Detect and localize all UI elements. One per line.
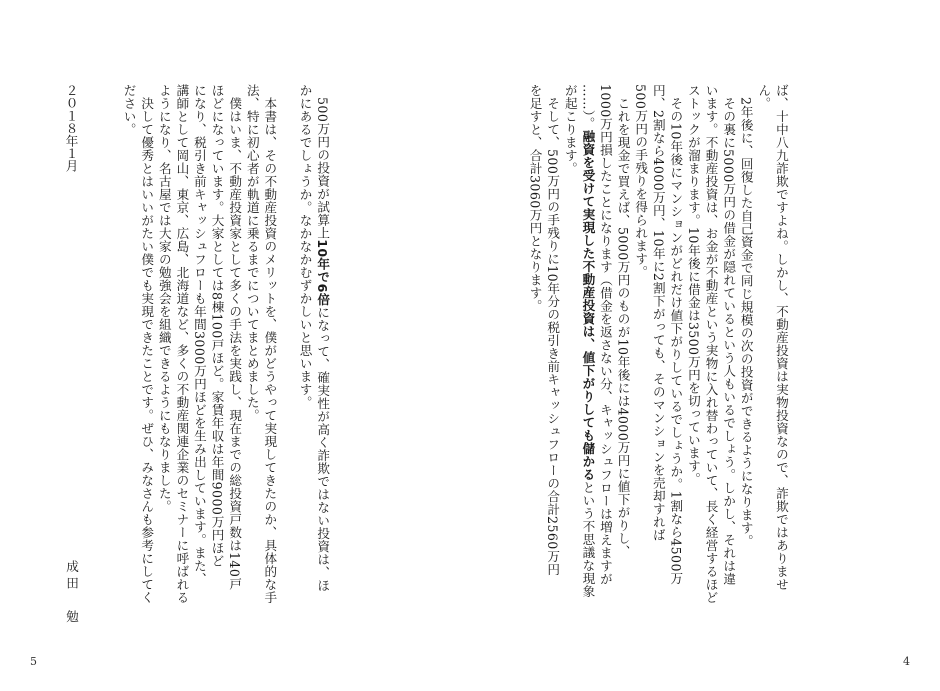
bold-phrase: 10年で6倍 <box>315 239 331 306</box>
text-line: ん。 <box>756 84 772 110</box>
text-line: ようになり、名古屋では大家の勉強会を組織できるようにもなりました。 <box>156 84 172 513</box>
bold-phrase: 融資を受けて実現した不動産投資は、値下がりしても儲かる <box>580 129 596 481</box>
text-line: 円、2割なら4000万円、10年に2割下がっても、そのマンションを売却すれば <box>650 84 666 542</box>
text-line: 500万円の手残りを得られます。 <box>633 84 649 279</box>
text-line: になり、税引き前キャッシュフローも年間3000万円ほどを生み出しています。また、 <box>191 84 207 586</box>
text-line: これを現金で買えば、5000万円のものが10年後には4000万円に値下がりし、 <box>615 84 631 559</box>
text-line: ば、十中八九詐欺ですよね。しかし、不動産投資は実物投資なので、詐欺ではありませ <box>773 84 789 591</box>
text-line: かにあるでしょうか。なかなかむずかしいと思います。 <box>297 84 313 409</box>
left-page-text <box>120 84 331 644</box>
text-line: を足すと、合計3060万円となります。 <box>527 84 543 313</box>
text-fragment: 500万円の投資が試算上 <box>315 84 331 240</box>
right-page-text <box>526 84 790 644</box>
text-line: ださい。 <box>121 84 137 136</box>
text-line: 僕はいま、不動産投資家として多くの手法を実践し、現在までの総投資戸数は140戸 <box>227 84 243 591</box>
text-fragment: という不思議な現象 <box>580 480 596 598</box>
date: ２０１８年１月 <box>63 84 79 173</box>
text-line: その10年後にマンションがどれだけ値下がりしているでしょうか。1割なら4500万 <box>668 84 684 585</box>
text-fragment: になって、確実性が高く詐欺ではない投資は、ほ <box>315 305 331 592</box>
text-fragment: ……）。 <box>580 84 596 130</box>
text-line: ストックが溜まります。10年後に借金は3500万円を切っています。 <box>685 84 701 486</box>
text-line: ほどになっています。大家としては8棟100戸ほど。家賃年収は年間9000万円ほど <box>209 84 225 568</box>
text-line: 1000万円損したことになります（借金を返さない分、キャッシュフローは増えますが <box>597 84 613 586</box>
text-line: 決して優秀とはいいがたい僕でも実現できたことです。ぜひ、みなさんも参考にしてく <box>139 84 155 604</box>
text-line: が起こります。 <box>562 84 578 175</box>
text-line: 本書は、その不動産投資のメリットを、僕がどうやって実現してきたのか、具体的な手 <box>262 84 278 604</box>
page-number-left: 5 <box>30 655 37 668</box>
text-line: います。不動産投資は、お金が不動産という実物に入れ替わっていて、長く経営するほど <box>703 84 719 604</box>
blank-line <box>278 84 296 644</box>
text-line: その裏に5000万円の借金が隠れているという人もいるでしょう。しかし、それは違 <box>721 84 737 586</box>
text-line <box>314 84 332 644</box>
page-number-right: 4 <box>903 655 910 668</box>
author-name: 成田 勉 <box>64 560 79 627</box>
text-line: 法、特に初心者が軌道に乗るまでについてまとめました。 <box>244 84 260 422</box>
text-line: 2年後に、回復した自己資金で同じ規模の次の投資ができるようになります。 <box>738 84 754 548</box>
text-line <box>579 84 597 644</box>
text-line: 講師として岡山、東京、広島、北海道など、多くの不動産関連企業のセミナーに呼ばれる <box>174 84 190 604</box>
text-line: そして、500万円の手残りに10年分の税引き前キャッシュフローの合計2560万円 <box>545 84 561 576</box>
